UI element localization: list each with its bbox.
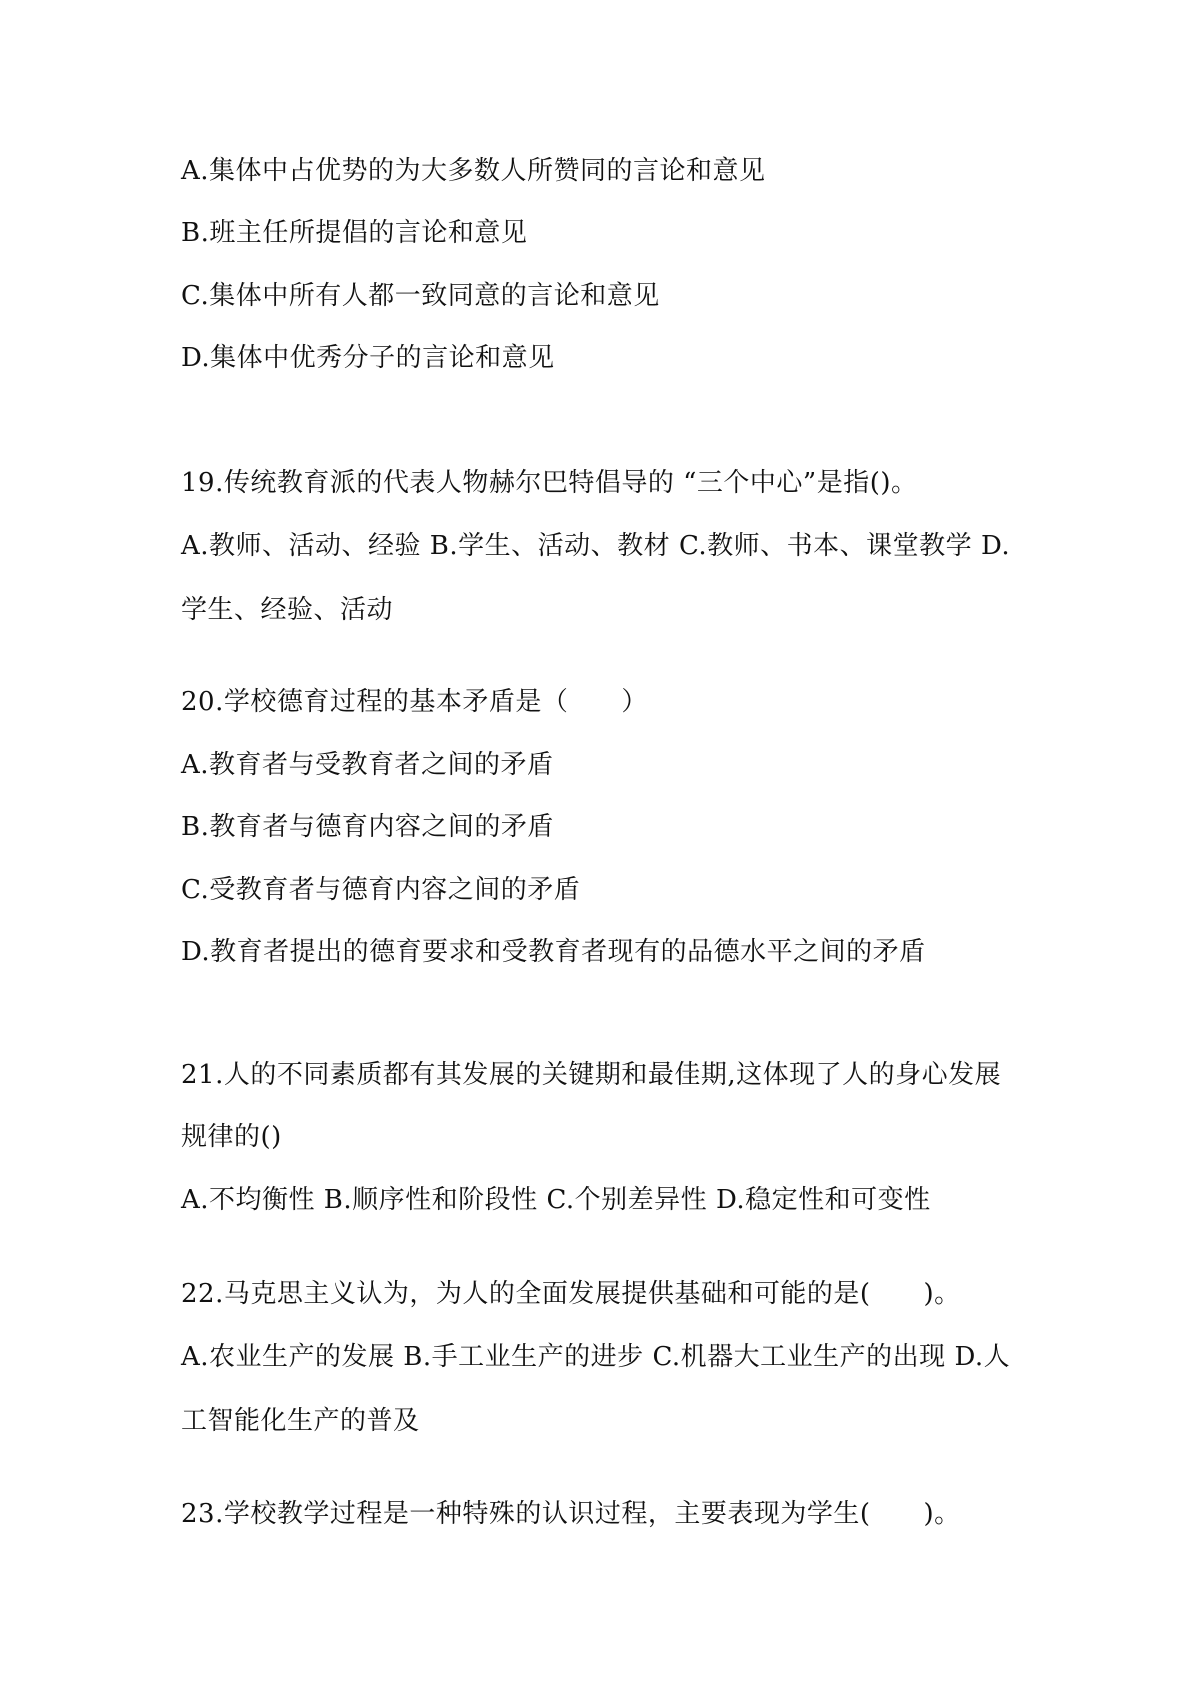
q20-option-d: D.教育者提出的德育要求和受教育者现有的品德水平之间的矛盾	[181, 937, 926, 967]
q19-stem: 19.传统教育派的代表人物赫尔巴特倡导的 “三个中心”是指()。	[181, 468, 918, 498]
q22-options-line-1: A.农业生产的发展 B.手工业生产的进步 C.机器大工业生产的出现 D.人	[181, 1342, 1011, 1372]
q20-option-b: B.教育者与德育内容之间的矛盾	[181, 812, 554, 842]
q21-stem-line-1: 21.人的不同素质都有其发展的关键期和最佳期,这体现了人的身心发展	[181, 1060, 1002, 1090]
q23-stem: 23.学校教学过程是一种特殊的认识过程，主要表现为学生( )。	[181, 1499, 961, 1529]
q19-options-line-2: 学生、经验、活动	[181, 595, 394, 625]
q20-stem: 20.学校德育过程的基本矛盾是（ ）	[181, 687, 648, 717]
q21-stem-line-2: 规律的()	[181, 1122, 282, 1152]
q20-option-a: A.教育者与受教育者之间的矛盾	[181, 750, 554, 780]
q18-option-b: B.班主任所提倡的言论和意见	[181, 218, 528, 248]
q19-options-line-1: A.教师、活动、经验 B.学生、活动、教材 C.教师、书本、课堂教学 D.	[181, 531, 1011, 561]
q18-option-c: C.集体中所有人都一致同意的言论和意见	[181, 281, 660, 311]
q22-stem: 22.马克思主义认为，为人的全面发展提供基础和可能的是( )。	[181, 1279, 961, 1309]
q18-option-d: D.集体中优秀分子的言论和意见	[181, 343, 555, 373]
q21-options: A.不均衡性 B.顺序性和阶段性 C.个别差异性 D.稳定性和可变性	[181, 1185, 931, 1215]
q18-option-a: A.集体中占优势的为大多数人所赞同的言论和意见	[181, 156, 766, 186]
q20-option-c: C.受教育者与德育内容之间的矛盾	[181, 875, 581, 905]
q22-options-line-2: 工智能化生产的普及	[181, 1406, 420, 1436]
